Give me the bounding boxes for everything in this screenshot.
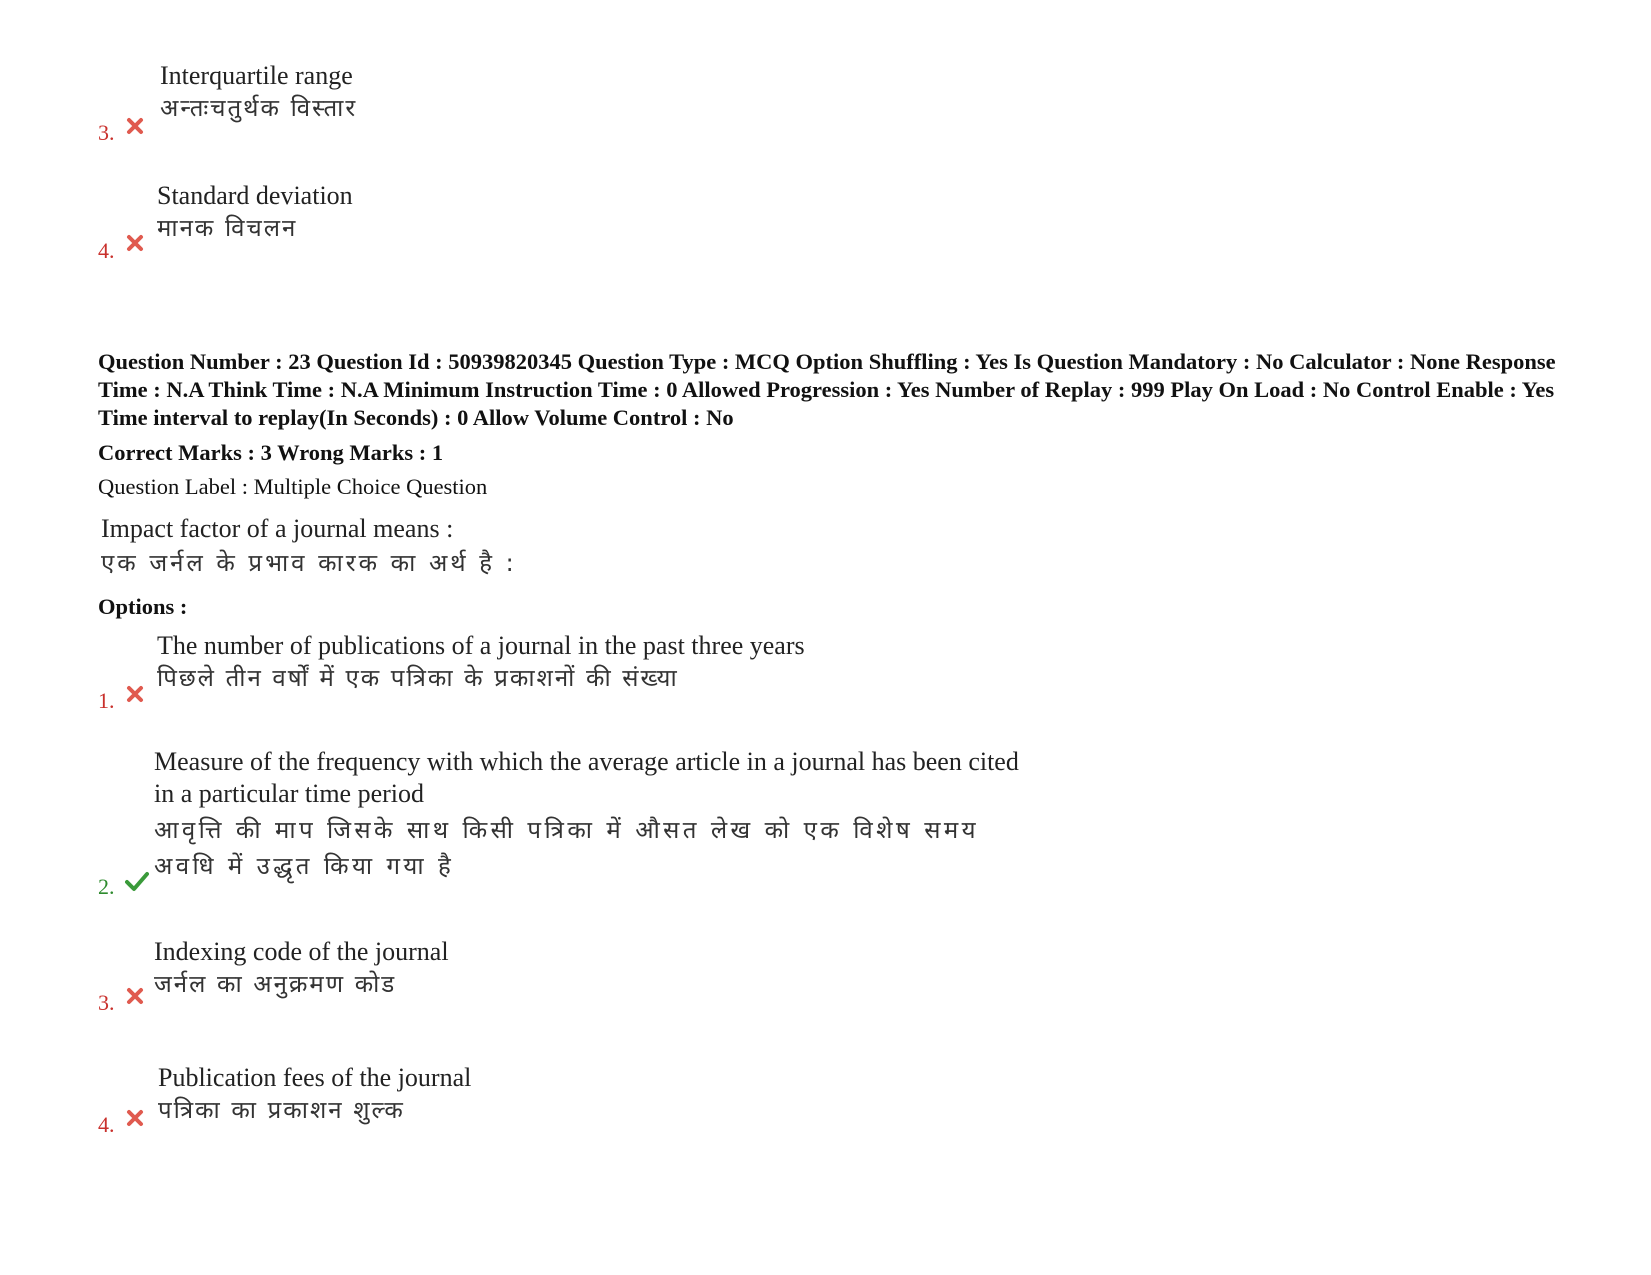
cross-icon <box>125 684 145 704</box>
option-number: 1. <box>98 688 115 713</box>
option-text-en: The number of publications of a journal in the past three years <box>157 631 805 660</box>
options-heading: Options : <box>98 594 188 619</box>
option-number: 4. <box>98 238 115 263</box>
option-number: 3. <box>98 120 115 145</box>
option-text-hi: पिछले तीन वर्षों में एक पत्रिका के प्रकाशनों की संख्या <box>157 664 679 692</box>
option-text <box>157 630 805 694</box>
option-text-en: Standard deviation <box>157 181 353 210</box>
question-meta: Question Number : 23 Question Id : 50939820345 Question Type : MCQ Option Shuffling : Yes Is Question Mandatory : No Calculator : None Response Time : N.A Think Time : N.A Minimum Instruction Time : 0 Allowed Progression : Yes Number of Replay : 999 Play On Load : No Control Enable : Yes Time interval to replay(In Seconds) : 0 Allow Volume Control : No <box>98 349 1556 430</box>
option-text-en: Publication fees of the journal <box>158 1063 472 1092</box>
question-text-hi: एक जर्नल के प्रभाव कारक का अर्थ है : <box>101 549 517 577</box>
option-text-hi: पत्रिका का प्रकाशन शुल्क <box>158 1096 405 1124</box>
option-text-hi-line1: आवृत्ति की माप जिसके साथ किसी पत्रिका में औसत लेख को एक विशेष समय <box>154 816 979 844</box>
cross-icon <box>125 1108 145 1128</box>
check-icon <box>125 870 149 892</box>
option-number: 2. <box>98 874 115 899</box>
option-text-hi-line2: अवधि में उद्धृत किया गया है <box>154 852 455 880</box>
option-text <box>160 60 357 124</box>
option-text <box>154 746 1019 882</box>
option-number: 4. <box>98 1112 115 1137</box>
option-text-en: Interquartile range <box>160 61 353 90</box>
option-text-hi: मानक विचलन <box>157 214 298 242</box>
option-text <box>154 936 449 1000</box>
option-text <box>157 180 353 244</box>
option-text-en-line2: in a particular time period <box>154 779 425 808</box>
option-text <box>158 1062 471 1126</box>
cross-icon <box>125 233 145 253</box>
option-text-hi: अन्तःचतुर्थक विस्तार <box>160 94 358 122</box>
question-label: Question Label : Multiple Choice Question <box>98 474 488 499</box>
option-text-en-line1: Measure of the frequency with which the average article in a journal has been cited <box>154 747 1019 776</box>
question-text <box>101 512 517 580</box>
option-text-hi: जर्नल का अनुक्रमण कोड <box>154 970 397 998</box>
cross-icon <box>125 986 145 1006</box>
question-marks: Correct Marks : 3 Wrong Marks : 1 <box>98 440 444 465</box>
question-text-en: Impact factor of a journal means : <box>101 514 454 543</box>
cross-icon <box>125 116 145 136</box>
option-text-en: Indexing code of the journal <box>154 937 449 966</box>
option-number: 3. <box>98 990 115 1015</box>
